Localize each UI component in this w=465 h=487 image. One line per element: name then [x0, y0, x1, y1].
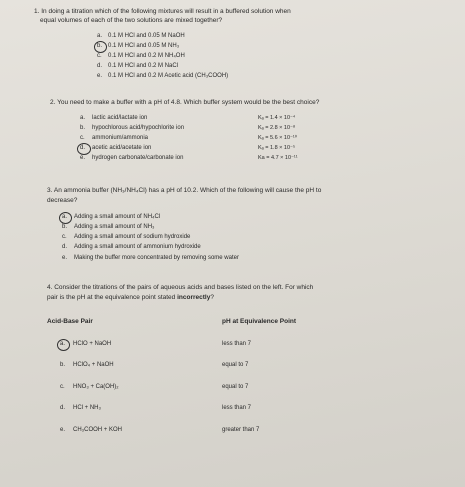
q3-option-b: Adding a small amount of NH₃	[74, 224, 155, 230]
q1-option-b: 0.1 M HCl and 0.05 M NH₃	[108, 43, 180, 49]
q4-row-e-marker: e.	[60, 427, 66, 433]
q4-row-d-marker: d.	[60, 405, 66, 411]
q2-option-c-ka: Kₐ = 5.6 × 10⁻¹⁰	[258, 135, 297, 141]
q4-row-b-ph: equal to 7	[222, 362, 249, 368]
q2-option-c-marker: c.	[80, 135, 85, 141]
q2-option-a-ka: Kₐ = 1.4 × 10⁻⁴	[258, 115, 296, 121]
q3-option-c-marker: c.	[62, 234, 67, 240]
q1-option-d-marker: d.	[97, 63, 103, 69]
q3-option-e-marker: e.	[62, 255, 68, 261]
q4-stem-line2	[47, 295, 214, 302]
q1-option-d: 0.1 M HCl and 0.2 M NaCl	[108, 63, 179, 69]
q4-row-b-marker: b.	[60, 362, 66, 368]
q3-option-e: Making the buffer more concentrated by removing some water	[74, 255, 239, 261]
q3-option-a-marker: a.	[62, 214, 68, 220]
q4-row-a-marker: a.	[60, 341, 66, 347]
q4-row-c-marker: c.	[60, 384, 65, 390]
q2-option-e: hydrogen carbonate/carbonate ion	[92, 155, 184, 161]
q1-option-b-marker: b.	[97, 43, 103, 49]
q1-option-a-marker: a.	[97, 33, 103, 39]
q4-col-header-ph: pH at Equivalence Point	[222, 318, 297, 325]
q1-option-a: 0.1 M HCl and 0.05 M NaOH	[108, 33, 185, 39]
q4-stem-end: ?	[210, 294, 214, 301]
q2-option-a-marker: a.	[80, 115, 86, 121]
q2-option-e-marker: e.	[80, 155, 86, 161]
q3-option-a: Adding a small amount of NH₄Cl	[74, 214, 161, 220]
q4-row-a-ph: less than 7	[222, 341, 252, 347]
q4-row-e-ph: greater than 7	[222, 427, 260, 433]
q4-stem-line2-text: pair is the pH at the equivalence point stated	[47, 294, 178, 301]
q2-option-e-ka: Ka = 4.7 × 10⁻¹¹	[258, 155, 298, 161]
q2-option-d-marker: d.	[80, 145, 86, 151]
q3-stem-line1: 3. An ammonia buffer (NH₃/NH₄Cl) has a pH of 10.2. Which of the following will cause the pH to	[47, 187, 322, 194]
q4-stem-emphasis: incorrectly	[177, 294, 211, 301]
q2-option-b-marker: b.	[80, 125, 86, 131]
q3-stem-line2: decrease?	[47, 197, 78, 204]
q2-option-d: acetic acid/acetate ion	[92, 145, 152, 151]
q3-option-b-marker: b.	[62, 224, 68, 230]
q4-row-c-pair: HNO₃ + Ca(OH)₂	[73, 384, 119, 390]
q4-row-b-pair: HClO₄ + NaOH	[73, 362, 114, 368]
q3-option-d-marker: d.	[62, 244, 68, 250]
q4-row-c-ph: equal to 7	[222, 384, 249, 390]
q2-option-a: lactic acid/lactate ion	[92, 115, 148, 121]
q4-row-d-ph: less than 7	[222, 405, 252, 411]
q2-option-b-ka: Kₐ = 2.8 × 10⁻⁸	[258, 125, 296, 131]
q2-option-b: hypochlorous acid/hypochlorite ion	[92, 125, 185, 131]
q1-option-c: 0.1 M HCl and 0.2 M NH₄OH	[108, 53, 185, 59]
q1-stem-line2: equal volumes of each of the two solutions are mixed together?	[40, 17, 223, 24]
q1-stem-line1: 1. In doing a titration which of the following mixtures will result in a buffered solution when	[34, 8, 291, 15]
q3-option-d: Adding a small amount of ammonium hydroxide	[74, 244, 201, 250]
q4-row-a-pair: HClO + NaOH	[73, 341, 112, 347]
q2-option-d-ka: Kₐ = 1.8 × 10⁻⁵	[258, 145, 296, 151]
q4-row-e-pair: CH₃COOH + KOH	[73, 427, 122, 433]
q4-stem-line1: 4. Consider the titrations of the pairs of aqueous acids and bases listed on the left. For which	[47, 284, 314, 291]
q2-option-c: ammonium/ammonia	[92, 135, 149, 141]
q3-option-c: Adding a small amount of sodium hydroxide	[74, 234, 191, 240]
q1-option-e-marker: e.	[97, 73, 103, 79]
q4-col-header-pair: Acid-Base Pair	[47, 318, 93, 325]
q4-row-d-pair: HCl + NH₃	[73, 405, 101, 411]
q1-option-c-marker: c.	[97, 53, 102, 59]
q2-stem: 2. You need to make a buffer with a pH of 4.8. Which buffer system would be the best choice?	[50, 99, 320, 106]
q1-option-e: 0.1 M HCl and 0.2 M Acetic acid (CH₃COOH)	[108, 73, 229, 79]
